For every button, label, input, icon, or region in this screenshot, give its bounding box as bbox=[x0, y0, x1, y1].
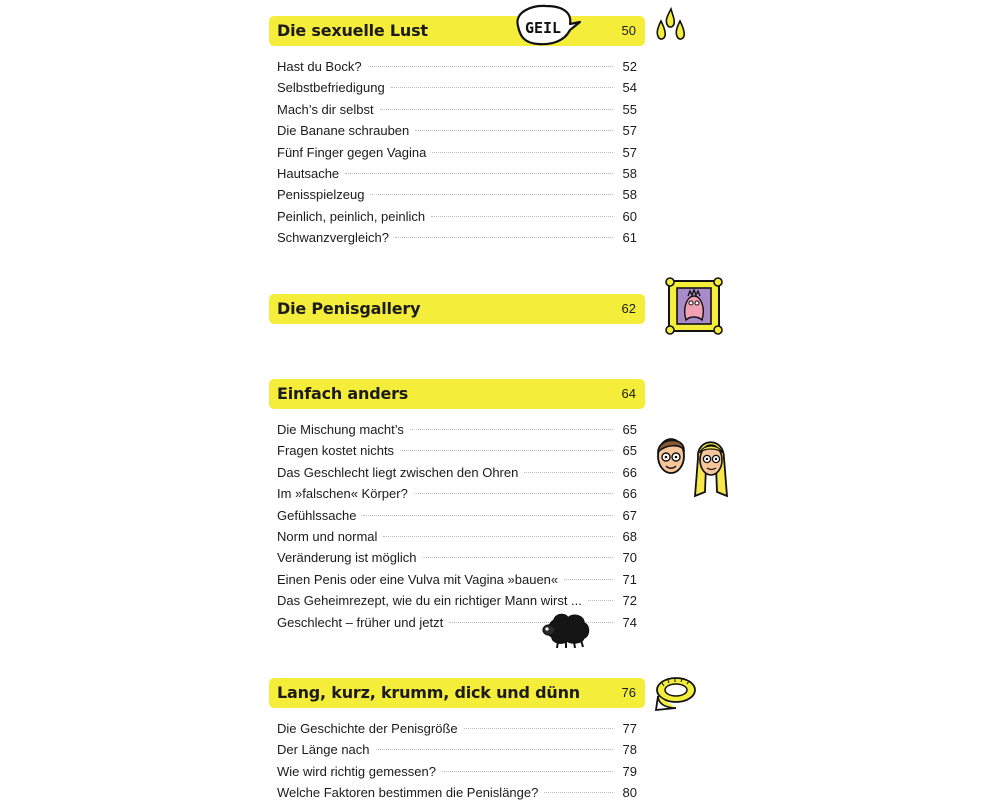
picture-frame-icon bbox=[664, 276, 724, 336]
entry-page: 70 bbox=[622, 550, 637, 566]
leader-dots bbox=[588, 600, 613, 601]
leader-dots bbox=[376, 749, 613, 750]
leader-dots bbox=[380, 109, 613, 110]
entry-page: 57 bbox=[622, 144, 637, 160]
entry-title: Fragen kostet nichts bbox=[277, 443, 395, 459]
leader-dots bbox=[524, 472, 613, 473]
speech-bubble-text: GEIL bbox=[524, 19, 562, 37]
entry-page: 57 bbox=[622, 123, 637, 139]
leader-dots bbox=[415, 130, 613, 131]
leader-dots bbox=[370, 194, 613, 195]
toc-entry bbox=[269, 163, 645, 184]
entry-page: 65 bbox=[622, 422, 637, 437]
entry-page: 55 bbox=[622, 101, 637, 117]
entry-title: Schwanzvergleich? bbox=[277, 230, 390, 246]
toc-entry bbox=[269, 761, 645, 782]
entry-title: Norm und normal bbox=[277, 528, 378, 544]
entry-page: 58 bbox=[622, 187, 637, 203]
section-header bbox=[269, 16, 645, 46]
section-header bbox=[269, 678, 645, 708]
entry-title: Die Geschichte der Penisgröße bbox=[277, 721, 458, 736]
toc-entry bbox=[269, 590, 645, 611]
leader-dots bbox=[432, 152, 613, 153]
toc-entry bbox=[269, 99, 645, 120]
leader-dots bbox=[422, 557, 613, 558]
leader-dots bbox=[395, 237, 613, 238]
entry-page: 66 bbox=[622, 486, 637, 502]
toc-section-einfach-anders bbox=[269, 379, 645, 633]
entry-page: 79 bbox=[622, 763, 637, 779]
entry-page: 61 bbox=[622, 230, 637, 246]
leader-dots bbox=[368, 66, 613, 67]
section-header bbox=[269, 294, 645, 324]
entry-title: Einen Penis oder eine Vulva mit Vagina »bauen« bbox=[277, 571, 559, 587]
toc-entry bbox=[269, 782, 645, 803]
toc-entry bbox=[269, 505, 645, 526]
entry-page: 66 bbox=[622, 464, 637, 480]
section-page-number: 50 bbox=[621, 23, 636, 38]
section-title: Einfach anders bbox=[277, 384, 409, 403]
entry-title: Penisspielzeug bbox=[277, 187, 365, 203]
leader-dots bbox=[442, 771, 613, 772]
toc-entry bbox=[269, 526, 645, 547]
entry-title: Geschlecht – früher und jetzt bbox=[277, 614, 444, 630]
black-sheep-icon bbox=[540, 610, 592, 650]
toc-entry bbox=[269, 227, 645, 248]
toc-entry bbox=[269, 56, 645, 77]
section-title: Die Penisgallery bbox=[277, 299, 421, 318]
leader-dots bbox=[363, 515, 614, 516]
section-title: Lang, kurz, krumm, dick und dünn bbox=[277, 683, 580, 702]
toc-entry bbox=[269, 739, 645, 760]
section-page-number: 62 bbox=[621, 301, 636, 316]
leader-dots bbox=[414, 493, 613, 494]
entry-page: 52 bbox=[622, 59, 637, 74]
entry-title: Selbstbefriedigung bbox=[277, 80, 385, 96]
toc-entry bbox=[269, 419, 645, 440]
entry-list bbox=[269, 718, 645, 804]
leader-dots bbox=[431, 216, 613, 217]
entry-title: Die Mischung macht’s bbox=[277, 422, 404, 437]
geil-speech-bubble-icon bbox=[510, 2, 582, 48]
toc-entry bbox=[269, 440, 645, 461]
entry-title: Veränderung ist möglich bbox=[277, 550, 417, 566]
section-title: Die sexuelle Lust bbox=[277, 21, 428, 40]
leader-dots bbox=[400, 450, 613, 451]
entry-page: 68 bbox=[622, 528, 637, 544]
entry-title: Die Banane schrauben bbox=[277, 123, 410, 139]
entry-page: 67 bbox=[622, 507, 637, 523]
entry-title: Peinlich, peinlich, peinlich bbox=[277, 208, 426, 224]
entry-page: 71 bbox=[622, 571, 637, 587]
entry-page: 77 bbox=[622, 721, 637, 736]
entry-page: 72 bbox=[622, 593, 637, 609]
entry-title: Der Länge nach bbox=[277, 742, 370, 758]
entry-title: Hast du Bock? bbox=[277, 59, 362, 74]
section-page-number: 76 bbox=[621, 685, 636, 700]
measuring-tape-icon bbox=[652, 672, 698, 714]
entry-title: Welche Faktoren bestimmen die Penislänge? bbox=[277, 785, 539, 801]
toc-entry bbox=[269, 483, 645, 504]
toc-entry bbox=[269, 77, 645, 98]
entry-title: Das Geheimrezept, wie du ein richtiger Mann wirst ... bbox=[277, 593, 582, 609]
two-faces-icon bbox=[652, 430, 732, 500]
entry-page: 54 bbox=[622, 80, 637, 96]
entry-title: Fünf Finger gegen Vagina bbox=[277, 144, 427, 160]
entry-page: 65 bbox=[622, 443, 637, 459]
toc-entry bbox=[269, 120, 645, 141]
entry-title: Im »falschen« Körper? bbox=[277, 486, 408, 502]
section-header bbox=[269, 379, 645, 409]
toc-entry bbox=[269, 547, 645, 568]
toc-entry bbox=[269, 569, 645, 590]
entry-page: 60 bbox=[622, 208, 637, 224]
entry-title: Wie wird richtig gemessen? bbox=[277, 763, 436, 779]
toc-section-sexuelle-lust bbox=[269, 16, 645, 249]
droplets-icon bbox=[654, 6, 688, 50]
leader-dots bbox=[464, 728, 613, 729]
entry-page: 74 bbox=[622, 614, 637, 630]
entry-list bbox=[269, 419, 645, 633]
entry-page: 80 bbox=[622, 785, 637, 801]
entry-page: 78 bbox=[622, 742, 637, 758]
section-page-number: 64 bbox=[621, 386, 636, 401]
leader-dots bbox=[564, 579, 613, 580]
leader-dots bbox=[391, 87, 613, 88]
entry-title: Mach’s dir selbst bbox=[277, 101, 374, 117]
entry-title: Gefühlssache bbox=[277, 507, 357, 523]
toc-section-lang-kurz bbox=[269, 678, 645, 804]
leader-dots bbox=[345, 173, 613, 174]
entry-title: Das Geschlecht liegt zwischen den Ohren bbox=[277, 464, 519, 480]
toc-entry bbox=[269, 462, 645, 483]
leader-dots bbox=[410, 429, 613, 430]
toc-entry bbox=[269, 184, 645, 205]
toc-section-penisgallery bbox=[269, 294, 645, 324]
entry-title: Hautsache bbox=[277, 165, 340, 181]
entry-list bbox=[269, 56, 645, 249]
leader-dots bbox=[544, 792, 613, 793]
entry-page: 58 bbox=[622, 165, 637, 181]
toc-entry bbox=[269, 206, 645, 227]
leader-dots bbox=[383, 536, 613, 537]
toc-entry bbox=[269, 718, 645, 739]
toc-entry bbox=[269, 142, 645, 163]
